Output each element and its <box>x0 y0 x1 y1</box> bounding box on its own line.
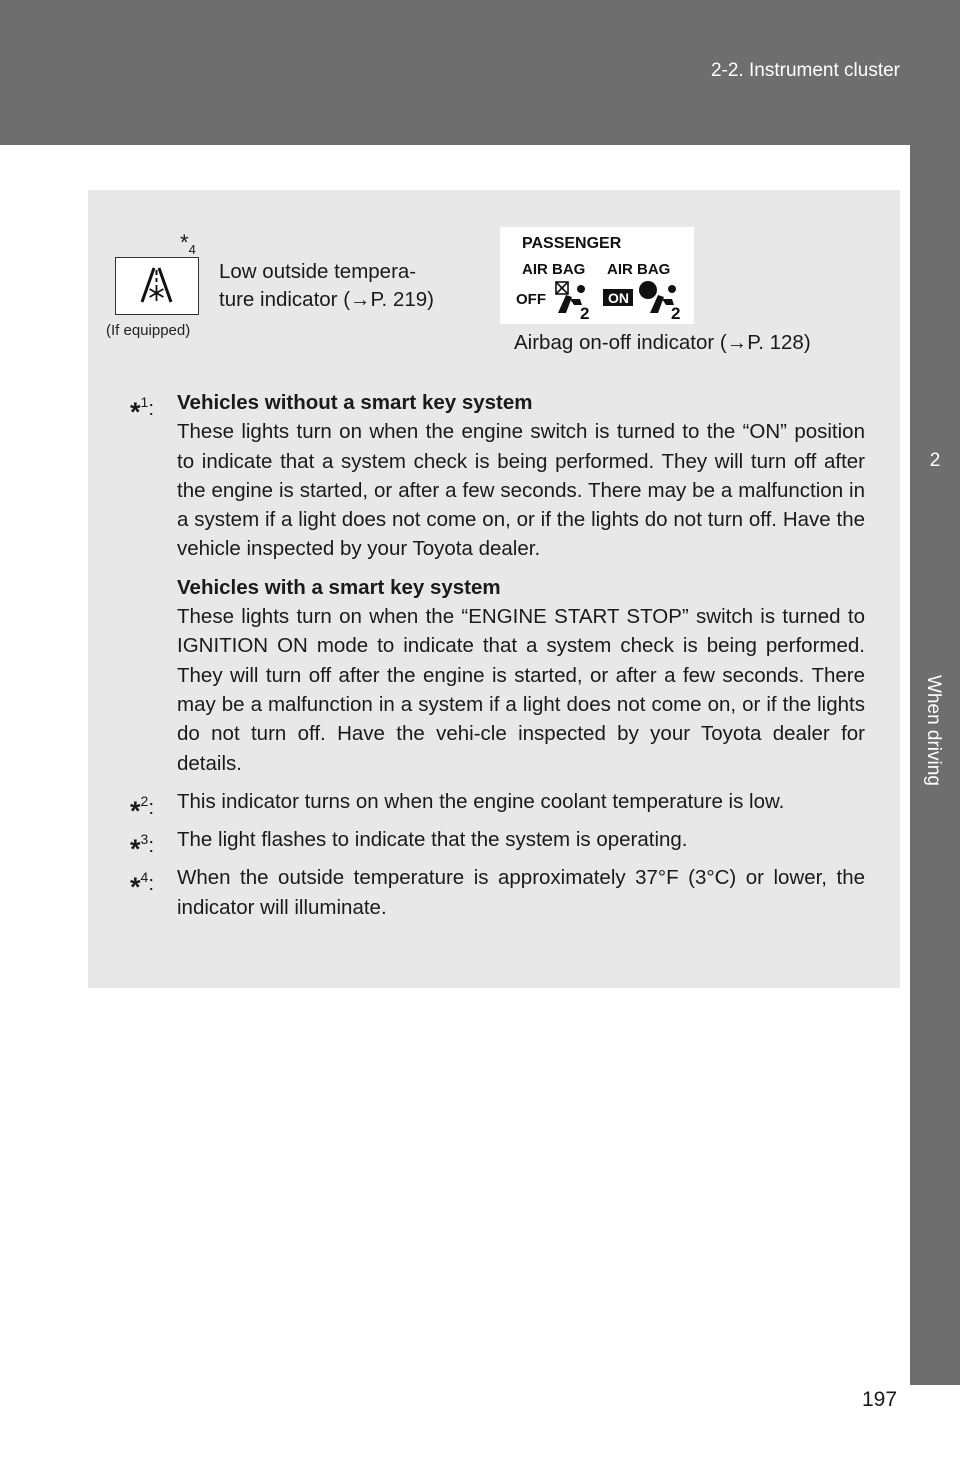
airbag-caption: Airbag on-off indicator (→P. 128) <box>514 331 811 354</box>
seat-number-off: 2 <box>580 304 590 323</box>
footnote-marker: *$^2$: <box>130 792 155 826</box>
footnotes <box>130 388 865 931</box>
indicator-description: Low outside tempera- ture indicator (→P. 219) <box>219 260 434 311</box>
chapter-number: 2 <box>929 450 941 471</box>
note-text: These lights turn on when the engine switch is turned to the “ON” position to indicate that a system check is being performed. They will turn off after the engine is started, or after a few seconds. There may be a malfunction in a system if a light does not come on, or if the lights do not turn off. Have the vehicle inspected by your Toyota dealer. <box>177 420 865 561</box>
footnote-marker: *$^3$: <box>130 831 155 865</box>
section-label: 2-2. Instrument cluster <box>710 60 900 81</box>
note-text: These lights turn on when the “ENGINE START STOP” switch is turned to IGNITION ON mode to indicate that a system check is being performed. They will turn off after the engine is started, or after a few seconds. There may be a malfunction in a system if a light does not come on, or if the lights do not turn off. Have the vehi-cle inspected by your Toyota dealer for details. <box>177 605 865 775</box>
footnote-2 <box>130 787 865 826</box>
note-1-block-without-smart-key <box>177 388 865 564</box>
airbag-cross-icon <box>556 282 568 294</box>
footnote-3 <box>130 825 865 865</box>
airbag-indicator-panel <box>500 227 694 324</box>
note-text: This indicator turns on when the engine coolant temperature is low. <box>177 789 785 813</box>
header-bar <box>0 0 960 145</box>
note-text: When the outside temperature is approximately 37°F (3°C) or lower, the indicator will illuminate. <box>177 866 865 919</box>
note-heading: Vehicles without a smart key system <box>177 391 533 414</box>
airbag-on-text: ON <box>608 290 629 306</box>
if-equipped-label: (If equipped) <box>106 322 191 339</box>
indicator-footnote-marker: $*_4$ <box>180 230 196 257</box>
airbag-left-label: AIR BAG <box>522 261 586 278</box>
chapter-side-tab <box>910 145 960 1385</box>
footnote-4 <box>130 863 865 922</box>
footnote-marker: *$^1$: <box>130 394 155 427</box>
page-number: 197 <box>862 1388 898 1411</box>
airbag-passenger-label: PASSENGER <box>522 235 622 252</box>
footnote-1 <box>130 388 865 778</box>
footnote-marker: *$^4$: <box>130 869 155 903</box>
airbag-inflated-icon <box>639 281 657 299</box>
seat-number-on: 2 <box>671 304 681 323</box>
chapter-name: When driving <box>923 675 944 786</box>
note-text: The light flashes to indicate that the system is operating. <box>177 828 688 852</box>
airbag-right-label: AIR BAG <box>607 261 671 278</box>
note-1-block-with-smart-key <box>177 573 865 778</box>
low-outside-temperature-icon <box>115 257 199 315</box>
airbag-off-text: OFF <box>516 291 546 308</box>
note-heading: Vehicles with a smart key system <box>177 575 501 599</box>
